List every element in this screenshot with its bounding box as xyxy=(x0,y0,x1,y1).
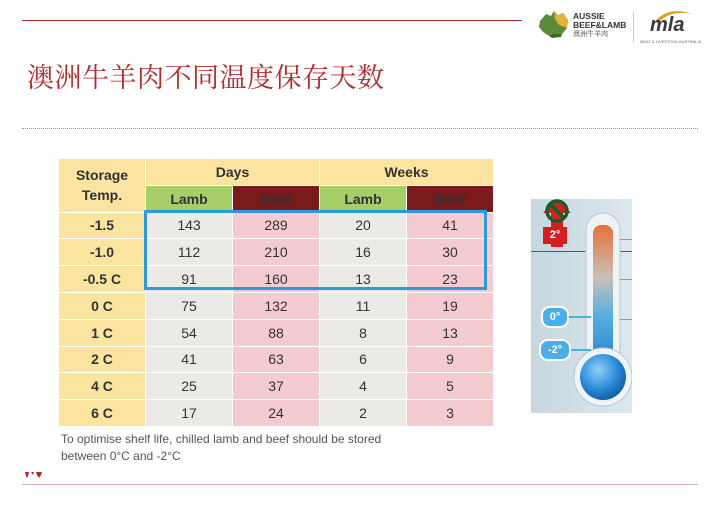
temp-cell: 0 C xyxy=(59,293,146,320)
table-header-row xyxy=(59,159,494,186)
days-lamb-cell: 143 xyxy=(146,213,233,240)
temp-cell: 6 C xyxy=(59,400,146,427)
mla-subtitle: MEAT & LIVESTOCK AUSTRALIA xyxy=(640,39,702,44)
table-row xyxy=(59,373,494,400)
label-0-degrees-text: 0° xyxy=(549,311,561,323)
label-0-degrees xyxy=(541,306,569,328)
logo-line-1: AUSSIE xyxy=(573,11,605,21)
weeks-lamb-cell: 2 xyxy=(320,400,407,427)
weeks-lamb-cell: 8 xyxy=(320,320,407,347)
logo-chinese: 澳洲牛羊肉 xyxy=(573,31,608,38)
title-divider xyxy=(22,128,698,129)
weeks-beef-cell: 9 xyxy=(407,347,494,374)
weeks-header: Weeks xyxy=(320,159,494,186)
days-beef-cell: 63 xyxy=(233,347,320,374)
table-row xyxy=(59,400,494,427)
table-row xyxy=(59,239,494,266)
weeks-lamb-header: Lamb xyxy=(320,186,407,213)
table-row xyxy=(59,320,494,347)
weeks-beef-cell: 23 xyxy=(407,266,494,293)
weeks-beef-cell: 30 xyxy=(407,239,494,266)
temp-cell: -0.5 C xyxy=(59,266,146,293)
thermometer-graphic xyxy=(531,199,632,413)
weeks-beef-cell: 5 xyxy=(407,373,494,400)
weeks-beef-cell: 13 xyxy=(407,320,494,347)
header-rule xyxy=(22,20,522,21)
temp-cell: -1.5 xyxy=(59,213,146,240)
logo-divider xyxy=(633,12,634,42)
days-beef-cell: 289 xyxy=(233,213,320,240)
no-symbol-icon xyxy=(544,199,570,224)
storage-table xyxy=(59,159,494,427)
days-lamb-cell: 41 xyxy=(146,347,233,374)
mla-wordmark: mla xyxy=(650,14,685,36)
days-lamb-cell: 17 xyxy=(146,400,233,427)
weeks-lamb-cell: 6 xyxy=(320,347,407,374)
page-title: 澳洲牛羊肉不同温度保存天数 xyxy=(27,63,385,94)
weeks-lamb-cell: 4 xyxy=(320,373,407,400)
days-beef-cell: 210 xyxy=(233,239,320,266)
temp-cell: 2 C xyxy=(59,347,146,374)
table-row xyxy=(59,213,494,240)
footer-logo-icon xyxy=(24,470,46,480)
temp-cell: 1 C xyxy=(59,320,146,347)
days-lamb-cell: 54 xyxy=(146,320,233,347)
weeks-lamb-cell: 20 xyxy=(320,213,407,240)
days-beef-header: Beef xyxy=(233,186,320,213)
label-minus-2-degrees-text: -2° xyxy=(547,344,563,356)
days-beef-cell: 88 xyxy=(233,320,320,347)
australia-map-icon xyxy=(537,9,571,39)
logo-line-2: BEEF&LAMB xyxy=(573,20,627,30)
days-beef-cell: 24 xyxy=(233,400,320,427)
mla-logo xyxy=(640,8,705,44)
label-minus-2-degrees xyxy=(539,339,571,361)
storage-label-line1: Storage xyxy=(75,167,129,184)
temp-cell: -1.0 xyxy=(59,239,146,266)
weeks-beef-header: Beef xyxy=(407,186,494,213)
pointer-minus-2-degrees xyxy=(571,349,591,351)
days-beef-cell: 37 xyxy=(233,373,320,400)
days-lamb-header: Lamb xyxy=(146,186,233,213)
days-beef-cell: 160 xyxy=(233,266,320,293)
days-lamb-cell: 112 xyxy=(146,239,233,266)
weeks-beef-cell: 3 xyxy=(407,400,494,427)
weeks-lamb-cell: 11 xyxy=(320,293,407,320)
weeks-beef-cell: 41 xyxy=(407,213,494,240)
weeks-lamb-cell: 16 xyxy=(320,239,407,266)
footer-rule xyxy=(22,484,698,485)
temp-cell: 4 C xyxy=(59,373,146,400)
days-lamb-cell: 91 xyxy=(146,266,233,293)
table-row xyxy=(59,347,494,374)
days-lamb-cell: 75 xyxy=(146,293,233,320)
weeks-beef-cell: 19 xyxy=(407,293,494,320)
days-lamb-cell: 25 xyxy=(146,373,233,400)
shelf-life-note: To optimise shelf life, chilled lamb and beef should be stored between 0°C and -2°C xyxy=(61,432,382,463)
table-row xyxy=(59,293,494,320)
days-beef-cell: 132 xyxy=(233,293,320,320)
pointer-0-degrees xyxy=(569,316,591,318)
storage-temp-header xyxy=(59,159,146,213)
label-2-degrees xyxy=(543,227,567,244)
days-header: Days xyxy=(146,159,320,186)
aussie-beef-lamb-logo xyxy=(537,9,629,43)
weeks-lamb-cell: 13 xyxy=(320,266,407,293)
storage-label-line2: Temp. xyxy=(81,187,123,204)
label-2-degrees-text: 2° xyxy=(549,229,561,241)
table-row xyxy=(59,266,494,293)
